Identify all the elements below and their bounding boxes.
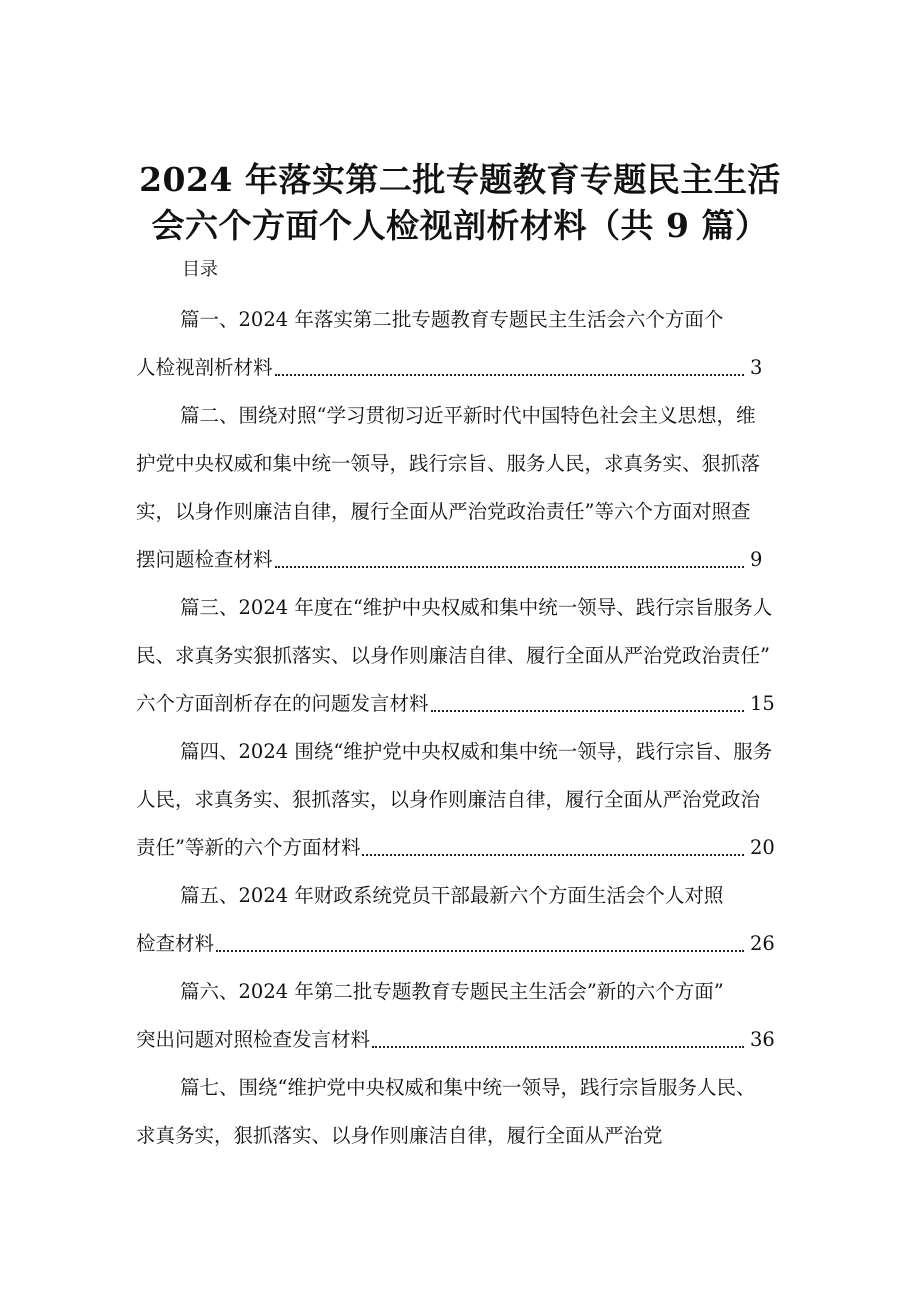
toc-entry-2-line-2: 护党中央权威和集中统一领导，践行宗旨、服务人民，求真务实、狠抓落 <box>136 452 761 475</box>
toc-entry-2-last[interactable] <box>136 547 778 573</box>
toc-entry-5-page: 26 <box>750 932 775 955</box>
title-line-2: 会六个方面个人检视剖析材料（共 9 篇） <box>151 206 769 246</box>
toc-entry-5-last[interactable] <box>136 931 778 957</box>
toc-entry-3-page: 15 <box>750 692 775 715</box>
dot-leader <box>275 374 744 376</box>
page-title <box>100 157 820 249</box>
toc-entry-1-last[interactable] <box>136 355 778 381</box>
toc-entry-4-page: 20 <box>750 836 775 859</box>
dot-leader <box>275 566 744 568</box>
toc-entry-6-page: 36 <box>750 1028 775 1051</box>
dot-leader <box>431 710 744 712</box>
toc-entry-7-line-2: 求真务实，狠抓落实、以身作则廉洁自律，履行全面从严治党 <box>136 1124 663 1147</box>
toc-entry-1-page: 3 <box>750 356 763 379</box>
toc-entry-6-line-1: 篇六、2024 年第二批专题教育专题民主生活会”新的六个方面” <box>180 980 724 1003</box>
toc-entry-4-last[interactable] <box>136 835 778 861</box>
toc-entry-1-line-1: 篇一、2024 年落实第二批专题教育专题民主生活会六个方面个 <box>180 308 724 331</box>
toc-entry-6-last[interactable] <box>136 1027 778 1053</box>
toc-heading: 目录 <box>182 259 218 280</box>
toc-entry-3-line-2: 民、求真务实狠抓落实、以身作则廉洁自律、履行全面从严治党政治责任” <box>136 644 770 667</box>
toc-entry-4-line-1: 篇四、2024 围绕“维护党中央权威和集中统一领导，践行宗旨、服务 <box>180 740 773 763</box>
dot-leader <box>372 1046 744 1048</box>
toc-entry-5-last-text: 检查材料 <box>136 932 215 955</box>
toc-entry-5-line-1: 篇五、2024 年财政系统党员干部最新六个方面生活会个人对照 <box>180 884 724 907</box>
toc-entry-3-line-1: 篇三、2024 年度在“维护中央权威和集中统一领导、践行宗旨服务人 <box>180 596 773 619</box>
dot-leader <box>362 854 744 856</box>
toc-entry-4-line-2: 人民，求真务实、狠抓落实，以身作则廉洁自律，履行全面从严治党政治 <box>136 788 761 811</box>
toc-entry-3-last-text: 六个方面剖析存在的问题发言材料 <box>136 692 429 715</box>
toc-entry-4-last-text: 责任”等新的六个方面材料 <box>136 836 361 859</box>
toc-entry-2-page: 9 <box>750 548 763 571</box>
toc-entry-1-last-text: 人检视剖析材料 <box>136 356 273 379</box>
title-line-1: 2024 年落实第二批专题教育专题民主生活 <box>139 160 781 200</box>
toc-entry-2-last-text: 摆问题检查材料 <box>136 548 273 571</box>
toc-entry-7-line-1: 篇七、围绕“维护党中央权威和集中统一领导，践行宗旨服务人民、 <box>180 1076 756 1099</box>
dot-leader <box>216 950 744 952</box>
toc-entry-2-line-1: 篇二、围绕对照“学习贯彻习近平新时代中国特色社会主义思想，维 <box>180 404 756 427</box>
toc-entry-6-last-text: 突出问题对照检查发言材料 <box>136 1028 371 1051</box>
toc-entry-2-line-3: 实，以身作则廉洁自律，履行全面从严治党政治责任”等六个方面对照查 <box>136 500 751 523</box>
toc-entry-3-last[interactable] <box>136 691 778 717</box>
